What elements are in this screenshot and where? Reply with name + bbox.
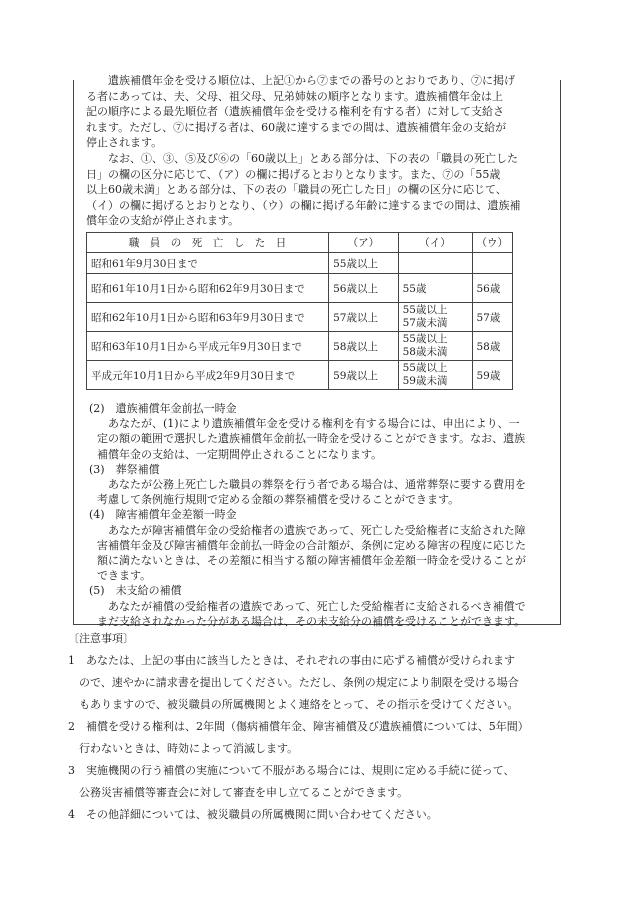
text-line: できます。 <box>97 569 152 583</box>
table-cell: 昭和63年10月1日から平成元年9月30日まで <box>87 332 329 361</box>
table-header-row <box>87 233 513 253</box>
text-line: まだ支給されなかった分がある場合は、その未支給分の補償を受けることができます。 <box>97 614 526 628</box>
text-line: 害補償年金及び障害補償年金前払一時金の合計額が、条例に定める障害の程度に応じた <box>97 538 526 552</box>
age-table <box>86 232 513 390</box>
note-line: ので、速やかに請求書を提出してください。ただし、条例の規定により制限を受ける場合 <box>68 676 519 689</box>
cell-line: 55歳以上 <box>402 362 448 374</box>
table-cell: 59歳 <box>472 361 513 390</box>
table-cell <box>398 361 472 390</box>
intro-paragraph-2 <box>86 151 521 229</box>
section-heading: (4) 障害補償年金差額一時金 <box>89 508 237 522</box>
notes-block <box>68 628 529 826</box>
table-header: （ウ） <box>472 233 513 253</box>
table-cell: 57歳以上 <box>329 303 398 332</box>
table-cell: 56歳以上 <box>329 274 398 303</box>
cell-line: 55歳以上 <box>402 333 448 345</box>
note-line: 行わないときは、時効によって消滅します。 <box>68 742 299 755</box>
section-heading: (3) 葬祭補償 <box>89 462 160 476</box>
note-line: 4 その他詳細については、被災職員の所属機関に問い合わせてください。 <box>68 808 438 821</box>
table-cell: 55歳 <box>398 274 472 303</box>
text-line: 考慮して条例施行規則で定める金額の葬祭補償を受けることができます。 <box>97 493 460 507</box>
note-line: 公務災害補償等審査会に対して審査を申し立てることができます。 <box>68 786 409 799</box>
text-line: あなたが障害補償年金の受給権者の遺族であって、死亡した受給権者に支給された障 <box>108 523 526 537</box>
text-line: 償年金の支給が停止されます。 <box>86 214 240 227</box>
table-cell: 平成元年10月1日から平成2年9月30日まで <box>87 361 329 390</box>
sections-block <box>86 401 526 629</box>
table-header: 職 員 の 死 亡 し た 日 <box>87 233 329 253</box>
cell-line: 58歳未満 <box>402 346 448 358</box>
table-header: （イ） <box>398 233 472 253</box>
section-heading: (2) 遺族補償年金前払一時金 <box>89 402 237 415</box>
text-line: 記の順序による最先順位者（遺族補償年金を受ける権利を有する者）に対して支給さ <box>86 105 504 118</box>
note-line: 2 補償を受ける権利は、2年間（傷病補償年金、障害補償及び遺族補償については、5年間） <box>68 720 529 733</box>
table-row <box>87 361 513 390</box>
table-cell: 57歳 <box>472 303 513 332</box>
text-line: 以上60歳未満」とある部分は、下の表の「職員の死亡した日」の欄の区分に応じて、 <box>86 183 507 196</box>
text-line: 額に満たないときは、その差額に相当する額の障害補償年金差額一時金を受けることが <box>97 554 526 568</box>
note-line: 3 実施機関の行う補償の実施について不服がある場合には、規則に定める手続に従って、 <box>68 764 515 777</box>
table-cell: 58歳以上 <box>329 332 398 361</box>
note-line: 1 あなたは、上記の事由に該当したときは、それぞれの事由に応ずる補償が受けられます <box>68 654 515 667</box>
text-line: る者にあっては、夫、父母、祖父母、兄弟姉妹の順序となります。遺族補償年金は上 <box>86 89 504 103</box>
table-row <box>87 303 513 332</box>
table-cell: 昭和61年10月1日から昭和62年9月30日まで <box>87 274 329 303</box>
table-cell <box>398 303 472 332</box>
text-line: あなたが、(1)により遺族補償年金を受ける権利を有する場合には、申出により、一 <box>108 417 520 431</box>
table-row <box>87 253 513 274</box>
table-header: （ア） <box>329 233 398 253</box>
table-cell <box>472 253 513 274</box>
text-line: 遺族補償年金を受ける順位は、上記①から⑦までの番号のとおりであり、⑦に掲げ <box>108 74 515 87</box>
table-row <box>87 332 513 361</box>
text-line: 日」の欄の区分に応じて、（ア）の欄に掲げるとおりとなります。また、⑦の「55歳 <box>86 167 501 181</box>
table-cell: 56歳 <box>472 274 513 303</box>
text-line: あなたが公務上死亡した職員の葬祭を行う者である場合は、通常葬祭に要する費用を <box>108 478 526 492</box>
text-line: あなたが補償の受給権者の遺族であって、死亡した受給権者に支給されるべき補償で <box>108 599 526 613</box>
cell-line: 59歳未満 <box>402 375 448 387</box>
text-line: なお、①、③、⑤及び⑥の「60歳以上」とある部分は、下の表の「職員の死亡した <box>108 152 518 165</box>
intro-paragraph-1 <box>86 73 515 151</box>
table-cell: 58歳 <box>472 332 513 361</box>
table-cell: 59歳以上 <box>329 361 398 390</box>
text-line: れます。ただし、⑦に掲げる者は、60歳に達するまでの間は、遺族補償年金の支給が <box>86 120 507 134</box>
table-cell: 昭和61年9月30日まで <box>87 253 329 274</box>
section-heading: (5) 未支給の補償 <box>89 584 182 598</box>
text-line: 定の額の範囲で選択した遺族補償年金前払一時金を受けることができます。なお、遺族 <box>97 432 526 446</box>
table-cell <box>398 332 472 361</box>
table-cell <box>398 253 472 274</box>
table-cell: 昭和62年10月1日から昭和63年9月30日まで <box>87 303 329 332</box>
text-line: 停止されます。 <box>86 136 163 149</box>
text-line: （イ）の欄に掲げるとおりとなり、（ウ）の欄に掲げる年齢に達するまでの間は、遺族補 <box>86 198 521 212</box>
cell-line: 55歳以上 <box>402 304 448 316</box>
text-line: 補償年金の支給は、一定期間停止されることになります。 <box>97 447 383 461</box>
table-cell: 55歳以上 <box>329 253 398 274</box>
notes-title: 〔注意事項〕 <box>68 632 134 645</box>
cell-line: 57歳未満 <box>402 317 448 329</box>
table-row <box>87 274 513 303</box>
note-line: もありますので、被災職員の所属機関とよく連絡をとって、その指示を受けてください。 <box>68 698 519 711</box>
